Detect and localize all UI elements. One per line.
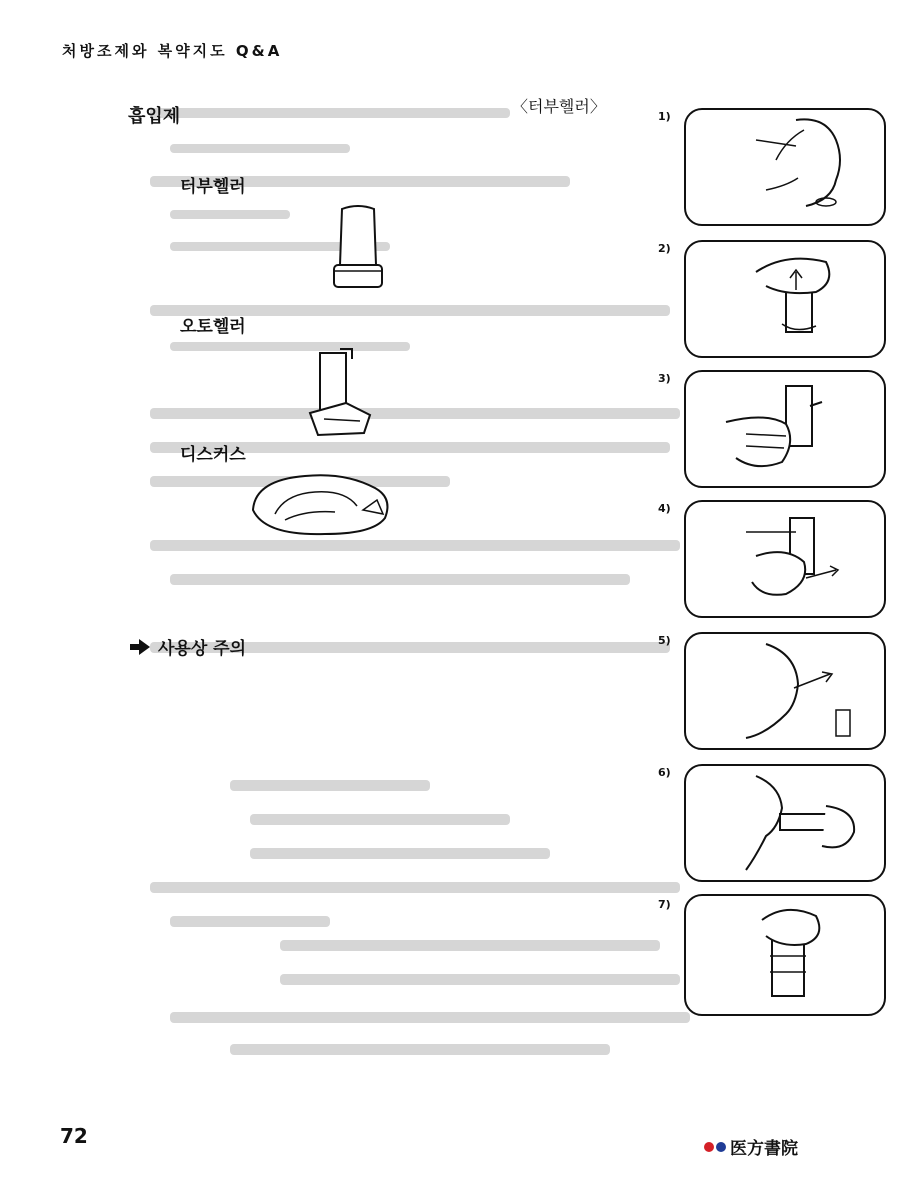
step-4-illustration: [686, 502, 884, 616]
step-panel-6: [684, 764, 886, 882]
step-number-2: 2): [658, 242, 671, 255]
step-panel-1: [684, 108, 886, 226]
step-panel-5: [684, 632, 886, 750]
device-label-turbuhaler: 터부헬러: [180, 177, 246, 197]
step-panel-7: [684, 894, 886, 1016]
diskus-illustration: [245, 470, 395, 540]
red-dot-icon: [704, 1142, 714, 1152]
step-number-7: 7): [658, 898, 671, 911]
step-panel-3: [684, 370, 886, 488]
page-number: 72: [60, 1124, 88, 1148]
section-title: 흡입제: [128, 106, 181, 127]
step-panel-2: [684, 240, 886, 358]
step-number-1: 1): [658, 110, 671, 123]
rotohaler-illustration: [300, 345, 380, 440]
device-caption: 〈터부헬러〉: [512, 97, 606, 116]
step-5-illustration: [686, 634, 884, 748]
device-label-diskus: 디스커스: [180, 445, 246, 465]
step-2-illustration: [686, 242, 884, 356]
step-number-3: 3): [658, 372, 671, 385]
step-3-illustration: [686, 372, 884, 486]
step-6-illustration: [686, 766, 884, 880]
publisher-name: 医方書院: [730, 1139, 798, 1159]
step-1-illustration: [686, 110, 884, 224]
device-label-rotohaler: 오토헬러: [180, 317, 246, 337]
step-number-5: 5): [658, 634, 671, 647]
caution-heading: [130, 634, 246, 659]
step-number-6: 6): [658, 766, 671, 779]
blue-dot-icon: [716, 1142, 726, 1152]
turbuhaler-illustration: [320, 205, 400, 295]
publisher-logo: [704, 1134, 798, 1159]
caution-title: 사용상 주의: [158, 639, 247, 659]
step-7-illustration: [686, 896, 884, 1014]
right-arrow-icon: [130, 639, 150, 655]
running-head: 처방조제와 복약지도 Q&A: [62, 42, 283, 60]
step-panel-4: [684, 500, 886, 618]
step-number-4: 4): [658, 502, 671, 515]
